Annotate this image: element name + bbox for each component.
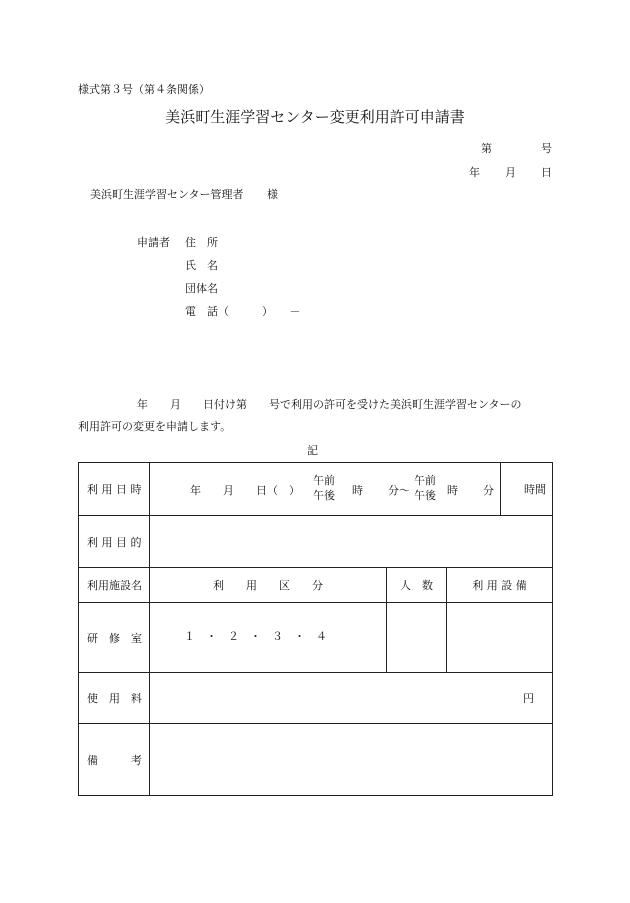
start-minute-tilde: 分〜 (388, 484, 410, 497)
room-label: 研 修 室 (79, 603, 150, 673)
start-ampm (313, 473, 335, 503)
row-fee (79, 673, 553, 724)
row-room (79, 603, 553, 673)
date-day: 日 (541, 166, 552, 179)
date-year: 年 (469, 166, 480, 179)
end-am: 午前 (414, 474, 436, 487)
usage-datetime-label: 利 用 日 時 (79, 463, 150, 516)
body-line-2: 利用許可の変更を申請します。 (78, 420, 232, 433)
start-am: 午前 (313, 474, 335, 487)
remarks-input[interactable] (150, 724, 553, 796)
row-facility-header (79, 568, 553, 603)
address-label: 住 所 (185, 236, 218, 249)
doc-number-prefix: 第 (481, 142, 492, 155)
addressee-honorific: 様 (267, 188, 278, 201)
addressee-name: 美浜町生涯学習センター管理者 (90, 188, 244, 201)
end-pm: 午後 (414, 489, 436, 502)
application-table (78, 462, 553, 796)
end-minute: 分 (483, 484, 494, 497)
fee-label: 使 用 料 (79, 673, 150, 724)
name-label: 氏 名 (185, 259, 218, 272)
equipment-input[interactable] (447, 603, 553, 673)
hours-label: 時間 (501, 463, 553, 516)
end-ampm (414, 473, 436, 503)
end-hour: 時 (447, 484, 458, 497)
usage-date-value: 年 月 日（ ） (190, 484, 300, 497)
page-title: 美浜町生涯学習センター変更利用許可申請書 (165, 108, 465, 126)
people-input[interactable] (387, 603, 447, 673)
room-divisions[interactable]: １ ・ ２ ・ ３ ・ ４ (150, 603, 387, 673)
remarks-label: 備 考 (79, 724, 150, 796)
form-number: 様式第３号（第４条関係） (78, 83, 210, 96)
date-month: 月 (505, 166, 516, 179)
facility-label: 利用施設名 (79, 568, 150, 603)
equipment-header: 利 用 設 備 (447, 568, 553, 603)
start-hour: 時 (352, 484, 363, 497)
ki-label: 記 (307, 444, 318, 457)
applicant-label: 申請者 (137, 236, 170, 249)
row-remarks (79, 724, 553, 796)
usage-datetime-cell[interactable] (150, 463, 501, 516)
purpose-label: 利 用 目 的 (79, 516, 150, 568)
group-label: 団体名 (185, 282, 218, 295)
row-usage-datetime (79, 463, 553, 516)
purpose-input[interactable] (150, 516, 553, 568)
people-header: 人 数 (387, 568, 447, 603)
phone-label: 電 話（ ） － (185, 305, 301, 318)
body-line-1: 年 月 日付け第 号で利用の許可を受けた美浜町生涯学習センターの (137, 398, 522, 411)
fee-unit[interactable]: 円 (150, 673, 553, 724)
start-pm: 午後 (313, 489, 335, 502)
row-purpose (79, 516, 553, 568)
division-header: 利 用 区 分 (150, 568, 387, 603)
doc-number-suffix: 号 (541, 142, 552, 155)
